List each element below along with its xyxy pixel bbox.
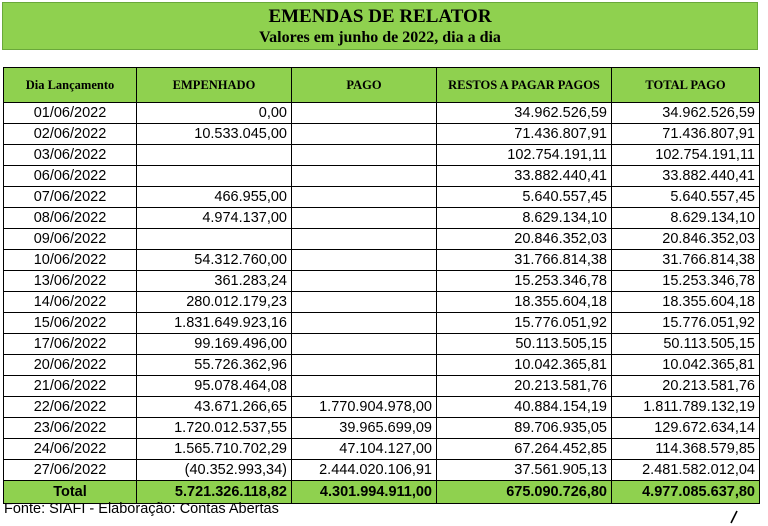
cell-empenhado: 280.012.179,23 — [137, 292, 292, 313]
total-pago: 4.301.994.911,00 — [292, 481, 437, 504]
cell-empenhado: 0,00 — [137, 103, 292, 124]
cell-total-pago: 1.811.789.132,19 — [612, 397, 760, 418]
cell-empenhado — [137, 145, 292, 166]
cell-empenhado: 361.283,24 — [137, 271, 292, 292]
cell-pago — [292, 376, 437, 397]
cell-empenhado — [137, 229, 292, 250]
table-body — [4, 103, 760, 481]
table-row — [4, 145, 760, 166]
cell-restos-a-pagar: 40.884.154,19 — [437, 397, 612, 418]
cell-restos-a-pagar: 8.629.134,10 — [437, 208, 612, 229]
table-row — [4, 103, 760, 124]
cell-pago — [292, 145, 437, 166]
cell-total-pago: 129.672.634,14 — [612, 418, 760, 439]
cell-total-pago: 20.213.581,76 — [612, 376, 760, 397]
cell-dia: 14/06/2022 — [4, 292, 137, 313]
cell-total-pago: 34.962.526,59 — [612, 103, 760, 124]
cell-dia: 23/06/2022 — [4, 418, 137, 439]
cell-dia: 15/06/2022 — [4, 313, 137, 334]
cell-total-pago: 31.766.814,38 — [612, 250, 760, 271]
cell-restos-a-pagar: 20.846.352,03 — [437, 229, 612, 250]
cell-dia: 17/06/2022 — [4, 334, 137, 355]
table-row — [4, 187, 760, 208]
cell-dia: 02/06/2022 — [4, 124, 137, 145]
cell-dia: 13/06/2022 — [4, 271, 137, 292]
table-header-row — [4, 68, 760, 103]
table-row — [4, 208, 760, 229]
cell-total-pago: 10.042.365,81 — [612, 355, 760, 376]
source-note: Fonte: SIAFI - Elaboração: Contas Abertas — [4, 501, 279, 517]
cell-empenhado: 1.565.710.702,29 — [137, 439, 292, 460]
cell-total-pago: 5.640.557,45 — [612, 187, 760, 208]
cell-dia: 03/06/2022 — [4, 145, 137, 166]
table-row — [4, 334, 760, 355]
cell-restos-a-pagar: 50.113.505,15 — [437, 334, 612, 355]
cell-pago — [292, 334, 437, 355]
emendas-table — [3, 67, 760, 504]
table-row — [4, 418, 760, 439]
cell-dia: 10/06/2022 — [4, 250, 137, 271]
col-header-dia: Dia Lançamento — [4, 68, 137, 103]
report-title: EMENDAS DE RELATOR — [268, 6, 492, 27]
cell-pago — [292, 250, 437, 271]
total-label: Total — [4, 481, 137, 504]
total-empenhado: 5.721.326.118,82 — [137, 481, 292, 504]
table-row — [4, 250, 760, 271]
cell-empenhado: 54.312.760,00 — [137, 250, 292, 271]
pen-stroke-mark — [729, 510, 739, 524]
col-header-total-pago: TOTAL PAGO — [612, 68, 760, 103]
cell-empenhado — [137, 166, 292, 187]
report-subtitle: Valores em junho de 2022, dia a dia — [259, 29, 501, 46]
col-header-pago: PAGO — [292, 68, 437, 103]
cell-pago — [292, 208, 437, 229]
cell-dia: 27/06/2022 — [4, 460, 137, 481]
cell-total-pago: 102.754.191,11 — [612, 145, 760, 166]
cell-pago: 1.770.904.978,00 — [292, 397, 437, 418]
cell-dia: 20/06/2022 — [4, 355, 137, 376]
col-header-empenhado: EMPENHADO — [137, 68, 292, 103]
cell-empenhado: 466.955,00 — [137, 187, 292, 208]
cell-dia: 24/06/2022 — [4, 439, 137, 460]
cell-total-pago: 15.253.346,78 — [612, 271, 760, 292]
cell-pago — [292, 103, 437, 124]
cell-pago: 39.965.699,09 — [292, 418, 437, 439]
cell-restos-a-pagar: 67.264.452,85 — [437, 439, 612, 460]
cell-restos-a-pagar: 37.561.905,13 — [437, 460, 612, 481]
cell-pago — [292, 313, 437, 334]
cell-restos-a-pagar: 31.766.814,38 — [437, 250, 612, 271]
table-row — [4, 376, 760, 397]
cell-restos-a-pagar: 34.962.526,59 — [437, 103, 612, 124]
cell-empenhado: 55.726.362,96 — [137, 355, 292, 376]
cell-total-pago: 8.629.134,10 — [612, 208, 760, 229]
table-row — [4, 439, 760, 460]
cell-dia: 07/06/2022 — [4, 187, 137, 208]
cell-dia: 21/06/2022 — [4, 376, 137, 397]
table-row — [4, 124, 760, 145]
table-row — [4, 355, 760, 376]
cell-empenhado: 4.974.137,00 — [137, 208, 292, 229]
cell-empenhado: 99.169.496,00 — [137, 334, 292, 355]
cell-empenhado: 95.078.464,08 — [137, 376, 292, 397]
table-row — [4, 166, 760, 187]
cell-restos-a-pagar: 10.042.365,81 — [437, 355, 612, 376]
cell-empenhado: 1.720.012.537,55 — [137, 418, 292, 439]
cell-empenhado: (40.352.993,34) — [137, 460, 292, 481]
cell-restos-a-pagar: 102.754.191,11 — [437, 145, 612, 166]
col-header-restos-a-pagar: RESTOS A PAGAR PAGOS — [437, 68, 612, 103]
cell-pago — [292, 355, 437, 376]
cell-total-pago: 114.368.579,85 — [612, 439, 760, 460]
cell-restos-a-pagar: 71.436.807,91 — [437, 124, 612, 145]
total-restos-a-pagar: 675.090.726,80 — [437, 481, 612, 504]
cell-pago — [292, 292, 437, 313]
table-row — [4, 229, 760, 250]
cell-empenhado: 1.831.649.923,16 — [137, 313, 292, 334]
cell-restos-a-pagar: 20.213.581,76 — [437, 376, 612, 397]
cell-dia: 01/06/2022 — [4, 103, 137, 124]
cell-restos-a-pagar: 89.706.935,05 — [437, 418, 612, 439]
cell-pago: 2.444.020.106,91 — [292, 460, 437, 481]
cell-empenhado: 10.533.045,00 — [137, 124, 292, 145]
cell-restos-a-pagar: 15.776.051,92 — [437, 313, 612, 334]
cell-pago — [292, 229, 437, 250]
total-total-pago: 4.977.085.637,80 — [612, 481, 760, 504]
table-row — [4, 271, 760, 292]
table-row — [4, 292, 760, 313]
table-row — [4, 313, 760, 334]
cell-total-pago: 2.481.582.012,04 — [612, 460, 760, 481]
cell-total-pago: 20.846.352,03 — [612, 229, 760, 250]
cell-dia: 09/06/2022 — [4, 229, 137, 250]
table-row — [4, 460, 760, 481]
cell-pago — [292, 166, 437, 187]
cell-dia: 06/06/2022 — [4, 166, 137, 187]
cell-restos-a-pagar: 15.253.346,78 — [437, 271, 612, 292]
cell-total-pago: 50.113.505,15 — [612, 334, 760, 355]
cell-pago — [292, 271, 437, 292]
cell-total-pago: 18.355.604,18 — [612, 292, 760, 313]
cell-pago: 47.104.127,00 — [292, 439, 437, 460]
title-banner — [2, 2, 758, 50]
cell-total-pago: 15.776.051,92 — [612, 313, 760, 334]
cell-restos-a-pagar: 5.640.557,45 — [437, 187, 612, 208]
cell-empenhado: 43.671.266,65 — [137, 397, 292, 418]
cell-restos-a-pagar: 33.882.440,41 — [437, 166, 612, 187]
cell-total-pago: 33.882.440,41 — [612, 166, 760, 187]
cell-pago — [292, 124, 437, 145]
cell-dia: 22/06/2022 — [4, 397, 137, 418]
cell-restos-a-pagar: 18.355.604,18 — [437, 292, 612, 313]
cell-pago — [292, 187, 437, 208]
cell-total-pago: 71.436.807,91 — [612, 124, 760, 145]
table-row — [4, 397, 760, 418]
cell-dia: 08/06/2022 — [4, 208, 137, 229]
